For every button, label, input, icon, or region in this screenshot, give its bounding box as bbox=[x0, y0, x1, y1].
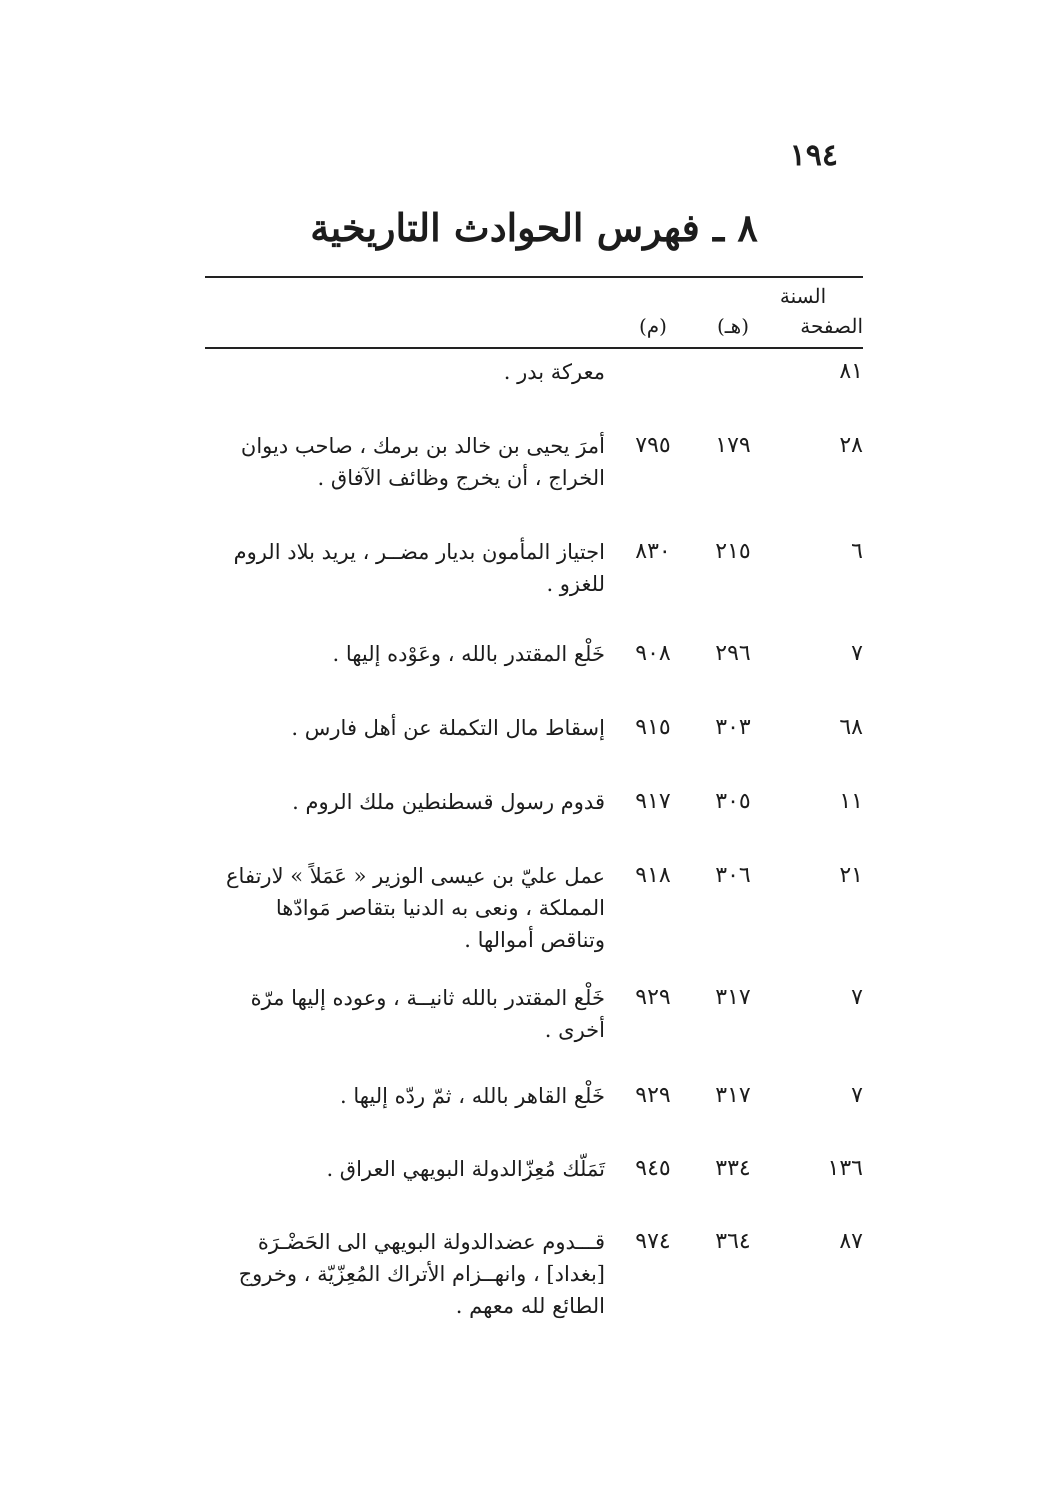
entry-page: ٧ bbox=[851, 1083, 863, 1108]
entry-event: قدوم رسول قسطنطين ملك الروم . bbox=[292, 790, 605, 814]
table-header bbox=[205, 314, 863, 344]
page-title: ٨ ـ فهرس الحوادث التاريخية bbox=[310, 205, 758, 250]
entry-page: ٨١ bbox=[839, 359, 863, 384]
hijri-column-header: (هـ) bbox=[716, 314, 749, 338]
page-number: ١٩٤ bbox=[789, 138, 838, 173]
entry-gregorian-year: ٩٢٩ bbox=[635, 985, 671, 1010]
entry-page: ٧ bbox=[851, 641, 863, 666]
year-column-header: السنة bbox=[779, 284, 827, 308]
entry-event: معركة بدر . bbox=[503, 360, 605, 384]
entry-page: ١٣٦ bbox=[827, 1156, 863, 1181]
entry-page: ٦٨ bbox=[839, 715, 863, 740]
entry-page: ٦ bbox=[851, 539, 863, 564]
entry-gregorian-year: ٩١٧ bbox=[635, 789, 671, 814]
entry-event: خَلْع المقتدر بالله ، وعَوْده إليها . bbox=[332, 642, 605, 666]
entry-gregorian-year: ٩١٥ bbox=[635, 715, 671, 740]
entry-page: ٨٧ bbox=[839, 1229, 863, 1254]
entry-gregorian-year: ٩٤٥ bbox=[635, 1156, 671, 1181]
entry-gregorian-year: ٩١٨ bbox=[635, 863, 671, 888]
entry-event: خَلْع القاهر بالله ، ثمّ ردّه إليها . bbox=[339, 1084, 605, 1108]
entry-hijri-year: ٣٠٦ bbox=[715, 863, 751, 888]
entry-event: تَمَلّك مُعِزّالدولة البويهي العراق . bbox=[326, 1157, 605, 1181]
entry-page: ٧ bbox=[851, 985, 863, 1010]
entry-hijri-year: ٣٦٤ bbox=[715, 1229, 751, 1254]
entry-gregorian-year: ٨٣٠ bbox=[635, 539, 671, 564]
entry-event: اجتياز المأمون بديار مضــر ، يريد بلاد الروم للغزو . bbox=[233, 540, 605, 596]
entry-page: ٢٨ bbox=[839, 433, 863, 458]
entry-hijri-year: ١٧٩ bbox=[715, 433, 751, 458]
entry-hijri-year: ٣٠٣ bbox=[715, 715, 751, 740]
entry-gregorian-year: ٧٩٥ bbox=[635, 433, 671, 458]
entry-hijri-year: ٢١٥ bbox=[715, 539, 751, 564]
entry-hijri-year: ٣٣٤ bbox=[715, 1156, 751, 1181]
entry-gregorian-year: ٩٠٨ bbox=[635, 641, 671, 666]
entry-event: عمل عليّ بن عيسى الوزير « عَمَلاً » لارتفاع المملكة ، ونعى به الدنيا بتقاصر مَوادّها وتناقص أموالها . bbox=[226, 864, 605, 952]
table-header-rule bbox=[205, 347, 863, 349]
entry-page: ٢١ bbox=[839, 863, 863, 888]
page-column-header: الصفحة bbox=[800, 314, 863, 338]
entry-gregorian-year: ٩٢٩ bbox=[635, 1083, 671, 1108]
entry-hijri-year: ٣١٧ bbox=[715, 985, 751, 1010]
gregorian-column-header: (م) bbox=[639, 314, 667, 338]
entry-event: أمرَ يحيى بن خالد بن برمك ، صاحب ديوان الخراج ، أن يخرج وظائف الآفاق . bbox=[240, 434, 605, 490]
table-top-rule bbox=[205, 276, 863, 278]
entry-gregorian-year: ٩٧٤ bbox=[635, 1229, 671, 1254]
entry-hijri-year: ٣١٧ bbox=[715, 1083, 751, 1108]
entry-event: إسقاط مال التكملة عن أهل فارس . bbox=[291, 716, 605, 740]
entry-hijri-year: ٢٩٦ bbox=[715, 641, 751, 666]
entry-event: قـــدوم عضدالدولة البويهي الى الحَضْـرَة [بغداد] ، وانهــزام الأتراك المُعِزّيّة ، وخروج الطائع لله معهم . bbox=[238, 1230, 605, 1318]
entry-event: خَلْع المقتدر بالله ثانيــة ، وعوده إليها مرّة أخرى . bbox=[250, 986, 605, 1042]
entry-page: ١١ bbox=[839, 789, 863, 814]
entry-hijri-year: ٣٠٥ bbox=[715, 789, 751, 814]
